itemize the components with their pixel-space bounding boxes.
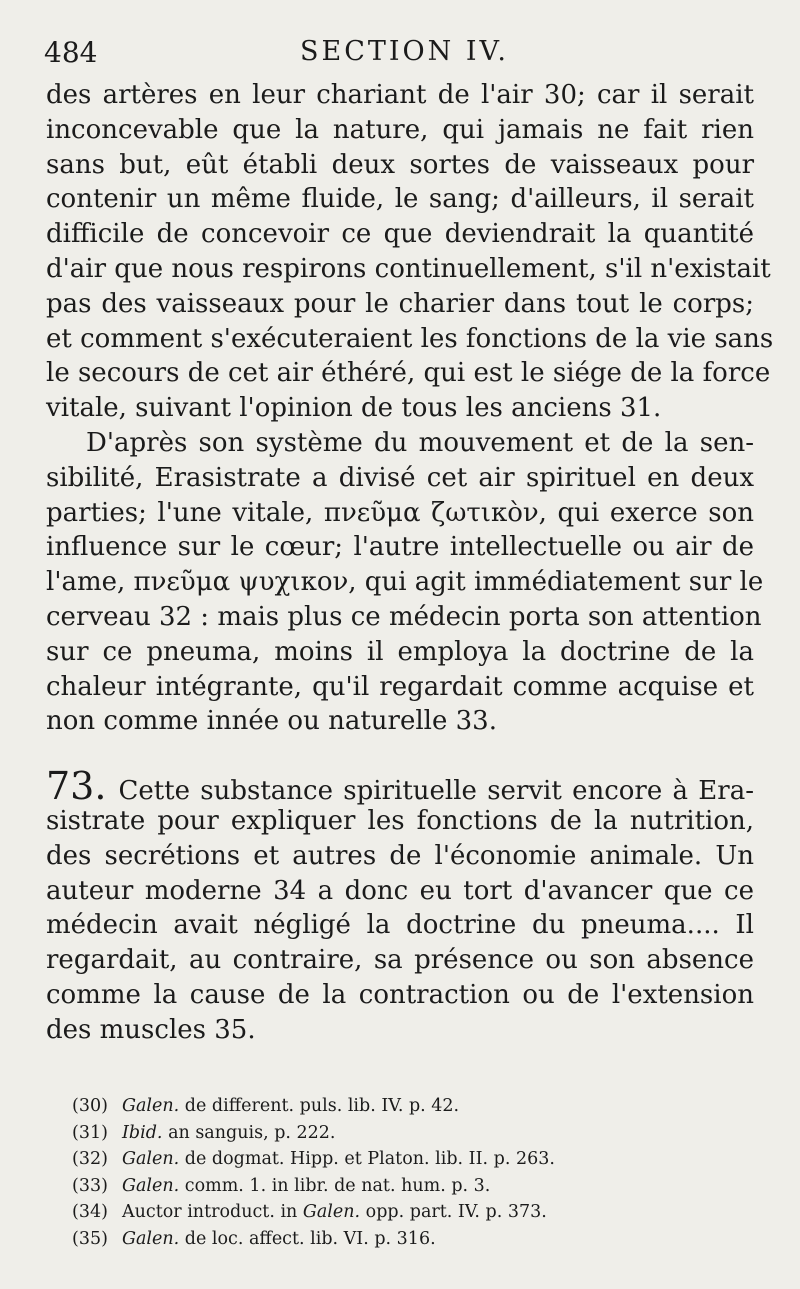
paragraph-2 xyxy=(46,426,764,739)
footnote-text: de different. puls. lib. IV. p. 42. xyxy=(184,1096,460,1116)
footnote xyxy=(72,1226,732,1253)
footnote-author: Galen. xyxy=(122,1228,180,1249)
footnote-number: (32) xyxy=(72,1149,108,1170)
paragraph-number: 73. xyxy=(46,764,107,809)
footnote-prefix: Auctor introduct. in xyxy=(122,1202,298,1223)
text-line: cerveau 32 : mais plus ce médecin porta son attention xyxy=(46,601,762,632)
footnote-author: Galen. xyxy=(302,1202,361,1223)
footnote xyxy=(72,1199,732,1226)
text-line: sans but, eût établi deux sortes de vaisseaux pour xyxy=(46,149,754,180)
text-line: regardait, au contraire, sa présence ou son absence xyxy=(46,945,754,976)
footnote-number: (33) xyxy=(72,1175,108,1196)
footnote xyxy=(72,1146,732,1173)
footnote-number: (30) xyxy=(72,1096,108,1116)
text-line: pas des vaisseaux pour le charier dans tout le corps; xyxy=(46,288,754,319)
footnote-text: de loc. affect. lib. VI. p. 316. xyxy=(184,1228,436,1249)
paragraph-gap xyxy=(46,739,754,769)
page-header xyxy=(44,34,756,74)
text-line: le secours de cet air éthéré, qui est le siége de la force xyxy=(46,358,771,389)
text-line: comme la cause de la contraction ou de l'extension xyxy=(46,979,754,1010)
text-line: sibilité, Erasistrate a divisé cet air spirituel en deux xyxy=(46,462,754,493)
text-line: des muscles 35. xyxy=(46,1014,256,1045)
text-line: des artères en leur chariant de l'air 30; car il serait xyxy=(46,80,754,110)
footnote-number: (35) xyxy=(72,1228,108,1249)
footnotes xyxy=(72,1093,732,1253)
footnote-number: (31) xyxy=(72,1122,108,1143)
text-line: parties; l'une vitale, πνεῦμα ζωτικὸν, qui exerce son xyxy=(46,497,754,528)
footnote xyxy=(72,1093,732,1120)
footnote-author: Galen. xyxy=(122,1175,180,1196)
footnote-text: de dogmat. Hipp. et Platon. lib. II. p. 263. xyxy=(184,1149,555,1170)
text-line: non comme innée ou naturelle 33. xyxy=(46,706,497,737)
paragraph-1 xyxy=(46,78,774,426)
footnote xyxy=(72,1173,732,1200)
footnote-text: an sanguis, p. 222. xyxy=(168,1122,336,1143)
text-line: des secrétions et autres de l'économie animale. Un xyxy=(46,840,754,871)
footnote-author: Galen. xyxy=(122,1149,180,1170)
footnote-text: comm. 1. in libr. de nat. hum. p. 3. xyxy=(184,1175,491,1196)
text-line: l'ame, πνεῦμα ψυχικον, qui agit immédiatement sur le xyxy=(46,567,764,598)
text-line: D'après son système du mouvement et de la sen- xyxy=(86,427,754,458)
text-line: sur ce pneuma, moins il employa la doctrine de la xyxy=(46,636,754,667)
section-title: SECTION IV. xyxy=(300,36,509,67)
text-line: et comment s'exécuteraient les fonctions de la vie sans xyxy=(46,323,774,354)
text-line: inconcevable que la nature, qui jamais ne fait rien xyxy=(46,114,754,145)
footnote-author: Ibid. xyxy=(122,1122,163,1143)
text-line: vitale, suivant l'opinion de tous les anciens 31. xyxy=(46,393,662,424)
text-line: contenir un même fluide, le sang; d'ailleurs, il serait xyxy=(46,184,754,215)
footnote-author: Galen. xyxy=(122,1096,180,1116)
text-line: influence sur le cœur; l'autre intellectuelle ou air de xyxy=(46,532,754,563)
text-line: sistrate pour expliquer les fonctions de la nutrition, xyxy=(46,805,754,836)
main-text xyxy=(46,78,774,1048)
footnote xyxy=(72,1120,732,1147)
text-line: Cette substance spirituelle servit encore à Era- xyxy=(118,776,754,807)
text-line: médecin avait négligé la doctrine du pneuma.... Il xyxy=(46,910,754,941)
text-line: d'air que nous respirons continuellement, s'il n'existait xyxy=(46,253,771,284)
text-line-first xyxy=(46,764,754,809)
text-line: chaleur intégrante, qu'il regardait comme acquise et xyxy=(46,671,754,702)
page-number: 484 xyxy=(44,36,98,69)
footnote-number: (34) xyxy=(72,1202,108,1223)
text-line: auteur moderne 34 a donc eu tort d'avancer que ce xyxy=(46,875,754,906)
paragraph-73 xyxy=(46,764,754,1047)
footnote-text: opp. part. IV. p. 373. xyxy=(365,1202,547,1223)
text-line: difficile de concevoir ce que deviendrait la quantité xyxy=(46,219,754,250)
